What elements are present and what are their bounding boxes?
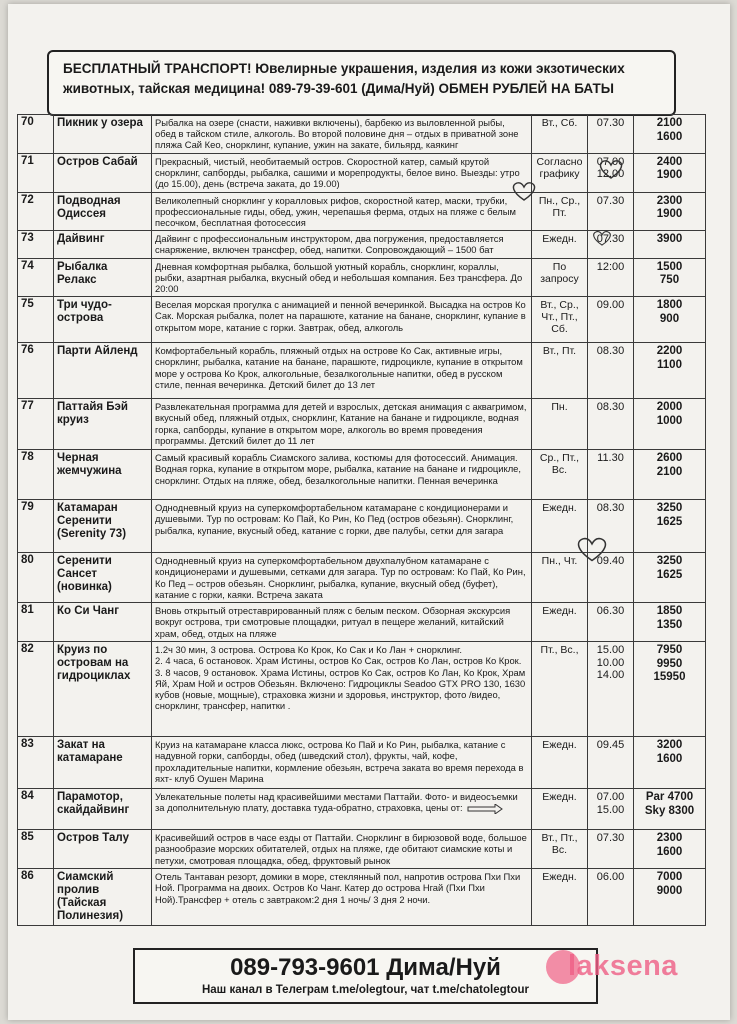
tour-price: 1850 1350 [634, 603, 706, 642]
tour-description: Красивейший остров в часе езды от Паттайи. Снорклинг в бирюзовой воде, большое разнообразие морских обитателей, отдых на пляже, где обитают сиамские коты и петухи, смотровая площадка, обед, фруктовый рынок [152, 830, 532, 869]
tour-number: 75 [18, 297, 54, 343]
tour-price: 7950 9950 15950 [634, 642, 706, 737]
heart-doodle-icon [574, 535, 610, 563]
tour-time: 07.30 [588, 192, 634, 231]
tour-time: 06.30 [588, 603, 634, 642]
tour-time: 07.00 12.00 [588, 153, 634, 192]
tour-description: Однодневный круиз на суперкомфортабельном катамаране с кондиционерами и душевыми. Тур по островам: Ко Пай, Ко Рин, Ко Пед (остров обезьян). Снорклинг, рыбалка, купание, вкусный обед, катание с горки, две палубы, сетки для загара [152, 500, 532, 553]
tour-description: Великолепный снорклинг у коралловых рифов, скоростной катер, маски, трубки, профессиональные гиды, обед, ужин, черепашья ферма, отдых на пляже с белым песочком, бесплатная фотосессия [152, 192, 532, 231]
tour-time: 07.30 [588, 115, 634, 154]
tour-time: 08.30 [588, 399, 634, 450]
tour-time: 06.00 [588, 869, 634, 926]
tour-name: Ко Си Чанг [54, 603, 152, 642]
heart-doodle-icon [510, 180, 538, 202]
tour-row [18, 399, 706, 450]
footer-phone: 089-793-9601 Дима/Нуй [230, 954, 501, 981]
tour-price: 2300 1600 [634, 830, 706, 869]
tour-days: Вт., Ср., Чт., Пт., Сб. [532, 297, 588, 343]
tour-price: 2300 1900 [634, 192, 706, 231]
tour-number: 76 [18, 343, 54, 399]
tour-number: 70 [18, 115, 54, 154]
tour-number: 84 [18, 789, 54, 830]
heart-doodle-icon [597, 158, 625, 180]
tour-name: Три чудо-острова [54, 297, 152, 343]
tour-time: 09.40 [588, 553, 634, 603]
tour-time: 11.30 [588, 450, 634, 500]
tour-name: Серенити Сансет (новинка) [54, 553, 152, 603]
tour-description: Дайвинг с профессиональным инструктором, два погружения, предоставляется снаряжение, включен трансфер, обед, напитки. Сопровождающий – 1500 бат [152, 231, 532, 258]
tour-days: Ежедн. [532, 789, 588, 830]
tour-name: Остров Сабай [54, 153, 152, 192]
tour-description: Самый красивый корабль Сиамского залива, костюмы для фотосессий. Анимация. Водная горка, купание в открытом море, рыбалка, катание на банане и гидроцикле, снорклинг. Отдых на пляже, обед, безалкогольные напитки. Пенная вечеринка [152, 450, 532, 500]
tour-time: 15.00 10.00 14.00 [588, 642, 634, 737]
tour-number: 86 [18, 869, 54, 926]
tour-number: 85 [18, 830, 54, 869]
laksena-logo [546, 946, 716, 996]
tour-name: Черная жемчужина [54, 450, 152, 500]
tour-number: 71 [18, 153, 54, 192]
tour-price: 3200 1600 [634, 737, 706, 789]
tour-name: Паттайя Бэй круиз [54, 399, 152, 450]
tour-days: Ежедн. [532, 231, 588, 258]
tour-time: 08.30 [588, 500, 634, 553]
tour-price: 2400 1900 [634, 153, 706, 192]
tour-description: Комфортабельный корабль, пляжный отдых на острове Ко Сак, активные игры, снорклинг, рыбалка, катание на банане, парашюте, гидроцикле, купание в открытом море у острова Ко Крок, алкогольные, безалкогольные напитки, обед в русском стиле, пенная вечеринка. Детский билет до 13 лет [152, 343, 532, 399]
tour-description: Увлекательные полеты над красивейшими местами Паттайи. Фото- и видеосъемки за дополнительную плату, доставка туда-обратно, страховка, цены от: [152, 789, 532, 830]
header-banner [47, 50, 676, 116]
tour-days: Пн. [532, 399, 588, 450]
tour-name: Парти Айленд [54, 343, 152, 399]
tour-days: Ежедн. [532, 869, 588, 926]
tour-number: 82 [18, 642, 54, 737]
tour-description: Развлекательная программа для детей и взрослых, детская анимация с аквагримом, вкусный обед, пляжный отдых, снорклинг, Катание на банане и гидроцикле, водная горка, сапборды, купание в открытом море, алкоголь во время проведения программы. Детский билет до 11 лет [152, 399, 532, 450]
tour-days: Пт., Вс., [532, 642, 588, 737]
tour-description: 1.2ч 30 мин, 3 острова. Острова Ко Крок, Ко Сак и Ко Лан + снорклинг. 2. 4 часа, 6 остановок. Храм Истины, остров Ко Сак, остров Ко Лан, остров Ко Крок. 3. 8 часов, 9 остановок. Храма Истины, остров Ко Сак, остров Ко Лан, Ко Крок, Храм Яй, Храм Ной и остров Обезьян. Включено: Гидроциклы Seadoo GTX PRO 130, 1630 кубов (новые, мощные), страховка жизни и здоровья, инструктор, фото /видео, снорклинг, трансфер, напитки . [152, 642, 532, 737]
tour-description: Прекрасный, чистый, необитаемый остров. Скоростной катер, самый крутой снорклинг, сапборды, рыбалка, сашими и морепродукты, белое вино. Выезды: утро (до 15.00), день (встреча заката, до 19.00) [152, 153, 532, 192]
tour-days: По запросу [532, 258, 588, 297]
tour-name: Пикник у озера [54, 115, 152, 154]
tour-days: Вт., Пт. [532, 343, 588, 399]
tour-description: Дневная комфортная рыбалка, большой уютный корабль, снорклинг, кораллы, рыбки, азартная рыбалка, вкусный обед и небольшая компания. Без трансфера. До 20:00 [152, 258, 532, 297]
tour-price: 7000 9000 [634, 869, 706, 926]
tour-row [18, 258, 706, 297]
tour-name: Сиамский пролив (Тайская Полинезия) [54, 869, 152, 926]
tour-price: 2600 2100 [634, 450, 706, 500]
tour-row [18, 603, 706, 642]
tour-days: Пн., Чт. [532, 553, 588, 603]
tour-days: Ср., Пт., Вс. [532, 450, 588, 500]
tour-description: Однодневный круиз на суперкомфортабельном двухпалубном катамаране с кондиционерами и душевыми, сетками для загара. Тур по островам: Ко Пай, Ко Рин, Ко Пед – остров обезьян. Снорклинг, рыбалка, купание, вкусный обед (буфет), катание с горки, каяки. Встреча заката [152, 553, 532, 603]
tour-name: Остров Талу [54, 830, 152, 869]
header-line-2: животных, тайская медицина! 089-79-39-601 (Дима/Нуй) ОБМЕН РУБЛЕЙ НА БАТЫ [63, 81, 614, 96]
tour-time: 12:00 [588, 258, 634, 297]
tour-price: 3900 [634, 231, 706, 258]
footer-telegram: Наш канал в Телеграм t.me/olegtour, чат t.me/chatolegtour [201, 984, 530, 996]
tour-days: Вт., Сб. [532, 115, 588, 154]
tour-name: Круиз по островам на гидроциклах [54, 642, 152, 737]
tour-row [18, 192, 706, 231]
tour-price: Par 4700 Sky 8300 [634, 789, 706, 830]
tour-name: Подводная Одиссея [54, 192, 152, 231]
tour-number: 77 [18, 399, 54, 450]
tour-description: Веселая морская прогулка с анимацией и пенной вечеринкой. Высадка на остров Ко Сак. Морская рыбалка, полет на парашюте, катание на банане, снорклинг, купание в открытом море, катание с горки. Завтрак, обед, алкоголь [152, 297, 532, 343]
tour-price: 1500 750 [634, 258, 706, 297]
tour-row [18, 297, 706, 343]
tour-number: 73 [18, 231, 54, 258]
tour-row [18, 642, 706, 737]
tour-price: 2100 1600 [634, 115, 706, 154]
tour-number: 78 [18, 450, 54, 500]
tour-number: 79 [18, 500, 54, 553]
tour-price: 2200 1100 [634, 343, 706, 399]
tour-days: Пн., Ср., Пт. [532, 192, 588, 231]
tour-time: 08.30 [588, 343, 634, 399]
header-line-1: БЕСПЛАТНЫЙ ТРАНСПОРТ! Ювелирные украшения, изделия из кожи экзотических [63, 61, 625, 76]
tour-days: Согласно графику [532, 153, 588, 192]
tour-row [18, 343, 706, 399]
tour-number: 81 [18, 603, 54, 642]
tour-name: Рыбалка Релакс [54, 258, 152, 297]
tour-name: Закат на катамаране [54, 737, 152, 789]
tour-days: Ежедн. [532, 737, 588, 789]
contact-footer [133, 948, 598, 1004]
tour-price: 1800 900 [634, 297, 706, 343]
tour-name: Парамотор, скайдайвинг [54, 789, 152, 830]
tour-description: Вновь открытый отреставрированный пляж с белым песком. Обзорная экскурсия вокруг острова, три смотровые площадки, ритуал в пещере желаний, китайский храм, обед, отдых на пляже [152, 603, 532, 642]
tour-price: 2000 1000 [634, 399, 706, 450]
tour-time: 07.30 [588, 830, 634, 869]
arrow-right-icon [467, 804, 503, 814]
tour-days: Ежедн. [532, 500, 588, 553]
tour-time: 09.45 [588, 737, 634, 789]
tour-price: 3250 1625 [634, 553, 706, 603]
tour-days: Ежедн. [532, 603, 588, 642]
tour-time: 07.30 [588, 231, 634, 258]
tour-row [18, 737, 706, 789]
tour-name: Катамаран Серенити (Serenity 73) [54, 500, 152, 553]
tour-row [18, 115, 706, 154]
tour-number: 74 [18, 258, 54, 297]
tour-description: Отель Тантаван резорт, домики в море, стеклянный пол, напротив острова Пхи Пхи Ной. Программа на двоих. Остров Ко Чанг. Катер до острова Нгай (Пхи Пхи Ной).Трансфер + отель с завтраком:2 дня 1 ночь/ 3 дня 2 ночи. [152, 869, 532, 926]
tour-name: Дайвинг [54, 231, 152, 258]
tour-row [18, 789, 706, 830]
tour-price: 3250 1625 [634, 500, 706, 553]
tour-number: 83 [18, 737, 54, 789]
tour-row [18, 450, 706, 500]
tour-description: Круиз на катамаране класса люкс, острова Ко Пай и Ко Рин, рыбалка, катание с надувной горки, сапборды, обед (шведский стол), фрукты, чай, кофе, прохладительные напитки, кормление обезьян, встреча заката во время перехода в яхт- клуб Оушен Марина [152, 737, 532, 789]
tour-description: Рыбалка на озере (снасти, наживки включены), барбекю из выловленной рыбы, обед в тайском стиле, алкоголь. Во второй половине дня – отдых в приватной зоне пляжа Сай Кео, снорклинг, купание, ужин на закате, бильярд, каякинг [152, 115, 532, 154]
tour-number: 72 [18, 192, 54, 231]
heart-doodle-icon [591, 229, 613, 247]
tour-row [18, 830, 706, 869]
tour-time: 09.00 [588, 297, 634, 343]
tour-number: 80 [18, 553, 54, 603]
tour-days: Вт., Пт., Вс. [532, 830, 588, 869]
tour-time: 07.00 15.00 [588, 789, 634, 830]
tour-row [18, 869, 706, 926]
logo-text: laksena [568, 950, 678, 982]
